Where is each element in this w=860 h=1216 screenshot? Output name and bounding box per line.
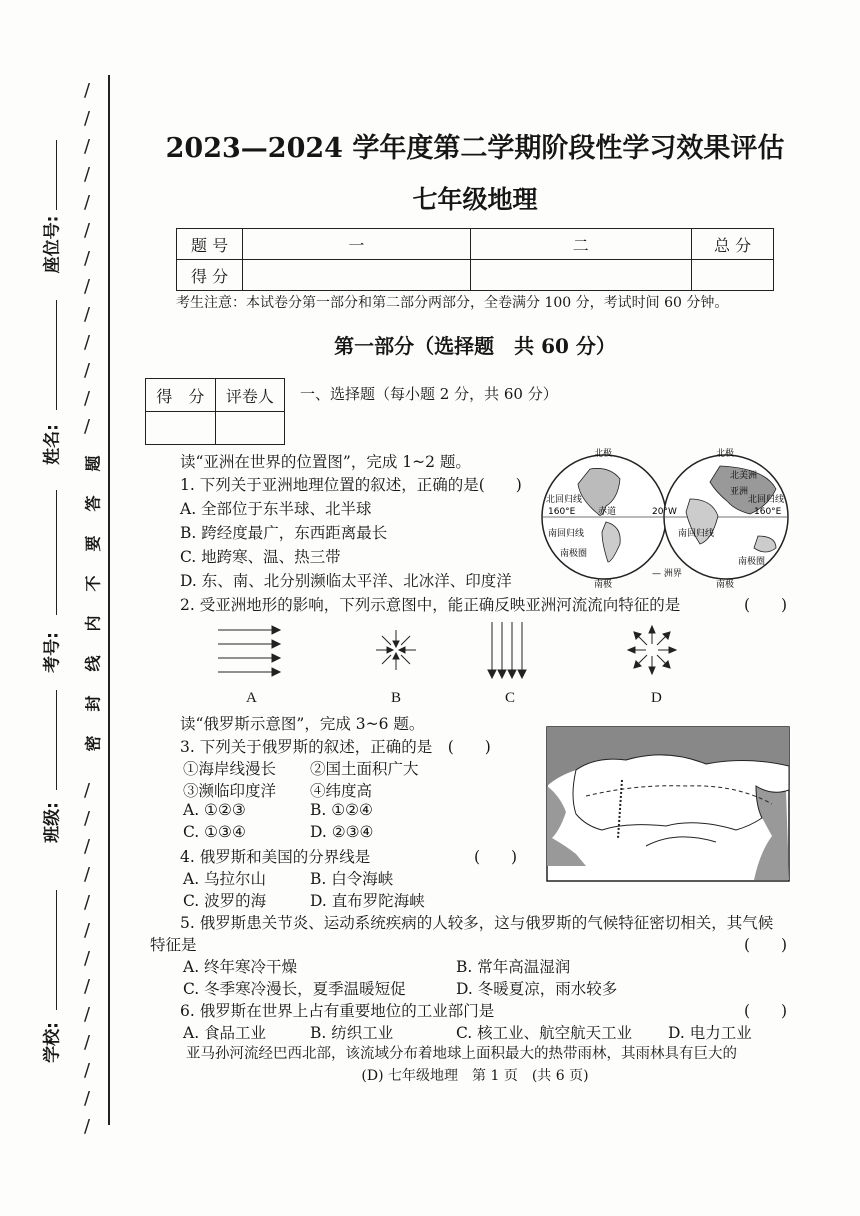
diagram-label: D — [651, 690, 662, 706]
russia-territory — [573, 755, 789, 830]
slash-mark: / — [84, 220, 91, 241]
score-table-header: 总 分 — [692, 229, 774, 260]
grader-score-header: 得 分 — [146, 379, 216, 412]
answer-paren: ( ) — [744, 1002, 788, 1020]
question-4-stem: 4. 俄罗斯和美国的分界线是 — [180, 848, 371, 866]
map-label: 赤道 — [598, 507, 617, 517]
slash-mark: / — [84, 332, 91, 353]
question-option: C. 核工业、航空航天工业 — [456, 1024, 633, 1042]
slash-mark: / — [84, 780, 91, 801]
diagram-b-converging — [376, 630, 416, 670]
section-title: 一、选择题（每小题 2 分，共 60 分） — [300, 385, 558, 403]
school-label: 学校: — [42, 1022, 63, 1063]
seal-char: 要 — [83, 535, 103, 552]
seal-line — [108, 75, 110, 1125]
class-label: 班级: — [42, 802, 63, 843]
diagram-d-radiating — [628, 626, 676, 674]
seat-label: 座位号: — [42, 215, 63, 274]
map-label: 北极 — [716, 449, 735, 459]
page-footer: (D) 七年级地理 第 1 页 (共 6 页) — [361, 1068, 589, 1084]
question-option: B. 纺织工业 — [310, 1024, 394, 1042]
question-option: A. 乌拉尔山 — [183, 870, 267, 888]
slash-mark: / — [84, 1060, 91, 1081]
map-label: 160°E — [754, 507, 782, 517]
slash-mark: / — [84, 864, 91, 885]
seal-char: 内 — [83, 615, 103, 632]
question-intro: 读“亚洲在世界的位置图”，完成 1~2 题。 — [180, 453, 471, 471]
slash-mark: / — [84, 808, 91, 829]
map-label: 南回归线 — [678, 529, 715, 539]
exam-no-line — [56, 490, 57, 615]
slash-mark: / — [84, 276, 91, 297]
slash-mark: / — [84, 1004, 91, 1025]
diagram-label: B — [391, 690, 402, 706]
slash-mark: / — [84, 1116, 91, 1137]
slash-mark: / — [84, 1032, 91, 1053]
slash-mark: / — [84, 836, 91, 857]
map-label: 南极圈 — [738, 557, 766, 567]
map-label: 南回归线 — [548, 529, 585, 539]
grader-table — [145, 378, 285, 445]
slash-mark: / — [84, 136, 91, 157]
question-option: C. ①③④ — [183, 823, 246, 841]
score-table — [176, 228, 774, 291]
question-option: D. 电力工业 — [668, 1024, 752, 1042]
slash-mark: / — [84, 248, 91, 269]
question-2-stem: 2. 受亚洲地形的影响，下列示意图中，能正确反映亚洲河流流向特征的是 — [180, 596, 681, 614]
part-title: 第一部分（选择题 共 60 分） — [334, 334, 616, 358]
page-subtitle: 七年级地理 — [412, 185, 538, 214]
school-line — [56, 890, 57, 1010]
answer-paren: ( ) — [744, 936, 788, 954]
map-label: 北回归线 — [546, 495, 583, 505]
question-item: ①海岸线漫长 — [183, 760, 277, 778]
exam-notice: 考生注意：本试卷分第一部分和第二部分两部分，全卷满分 100 分，考试时间 60 分钟。 — [176, 295, 729, 311]
exam-no-label: 考号: — [42, 632, 63, 673]
score-table-header: 题 号 — [177, 229, 243, 260]
question-option: A. 终年寒冷干燥 — [183, 958, 298, 976]
grader-name-cell[interactable] — [215, 412, 284, 445]
class-line — [56, 690, 57, 790]
name-label: 姓名: — [42, 424, 63, 465]
question-option: D. ②③④ — [310, 823, 374, 841]
question-5-stem: 5. 俄罗斯患关节炎、运动系统疾病的人较多，这与俄罗斯的气候特征密切相关，其气候 — [180, 914, 774, 932]
question-option: C. 冬季寒冷漫长，夏季温暖短促 — [183, 980, 406, 998]
diagram-c-southward — [488, 622, 526, 678]
question-option: D. 冬暖夏凉，雨水较多 — [456, 980, 618, 998]
slash-mark: / — [84, 304, 91, 325]
slash-mark: / — [84, 388, 91, 409]
grader-name-header: 评卷人 — [215, 379, 284, 412]
diagram-label: C — [505, 690, 516, 706]
diagram-label: A — [246, 690, 257, 706]
slash-mark: / — [84, 920, 91, 941]
binding-strip — [0, 0, 120, 1216]
diagram-a-arrows — [218, 626, 280, 676]
question-option: B. 常年高温湿润 — [456, 958, 571, 976]
question-5-stem-cont: 特征是 — [150, 936, 197, 954]
seal-char: 题 — [83, 455, 103, 472]
map-label: 南极圈 — [560, 549, 588, 559]
question-option: B. 白令海峡 — [310, 870, 394, 888]
seal-char: 不 — [83, 575, 103, 592]
map-label: 160°E — [548, 507, 576, 517]
score-cell[interactable] — [470, 260, 692, 291]
question-6-stem: 6. 俄罗斯在世界上占有重要地位的工业部门是 — [180, 1002, 495, 1020]
question-option: D. 直布罗陀海峡 — [310, 892, 425, 910]
grader-score-cell[interactable] — [146, 412, 216, 445]
score-table-row-label: 得 分 — [177, 260, 243, 291]
question-item: ③濒临印度洋 — [183, 782, 277, 800]
asia-position-map — [540, 444, 790, 590]
question-intro: 读“俄罗斯示意图”，完成 3~6 题。 — [180, 715, 425, 733]
name-line — [56, 300, 57, 410]
slash-mark: / — [84, 192, 91, 213]
slash-mark: / — [84, 164, 91, 185]
slash-mark: / — [84, 108, 91, 129]
map-label: 南极 — [594, 580, 613, 590]
map-legend: — 洲界 — [652, 569, 682, 579]
seal-char: 线 — [83, 655, 103, 672]
question-1-stem: 1. 下列关于亚洲地理位置的叙述，正确的是( ) — [180, 476, 522, 494]
slash-mark: / — [84, 892, 91, 913]
question-option: A. 食品工业 — [183, 1024, 267, 1042]
map-label: 南极 — [716, 580, 735, 590]
score-cell[interactable] — [692, 260, 774, 291]
question-option: B. ①②④ — [310, 801, 373, 819]
answer-paren: ( ) — [744, 596, 788, 614]
seal-char: 封 — [83, 695, 103, 712]
passage-text: 亚马孙河流经巴西北部，该流域分布着地球上面积最大的热带雨林，其雨林具有巨大的 — [186, 1046, 737, 1062]
river-flow-diagrams — [200, 620, 700, 686]
question-option: A. 全部位于东半球、北半球 — [180, 500, 372, 518]
slash-mark: / — [84, 948, 91, 969]
question-option: D. 东、南、北分别濒临太平洋、北冰洋、印度洋 — [180, 572, 512, 590]
question-option: B. 跨经度最广，东西距离最长 — [180, 524, 388, 542]
score-table-header: 二 — [470, 229, 692, 260]
question-item: ④纬度高 — [310, 782, 373, 800]
seal-char: 密 — [83, 735, 103, 752]
slash-mark: / — [84, 360, 91, 381]
answer-paren: ( ) — [474, 848, 518, 866]
map-label: 20°W — [652, 507, 677, 517]
seat-line — [56, 140, 57, 210]
score-cell[interactable] — [243, 260, 470, 291]
page-title: 2023—2024 学年度第二学期阶段性学习效果评估 — [165, 133, 785, 164]
map-label: 北极 — [594, 449, 613, 459]
map-label: 北回归线 — [748, 495, 785, 505]
map-label: 亚洲 — [730, 487, 749, 497]
russia-map — [546, 726, 790, 882]
slash-mark: / — [84, 80, 91, 101]
slash-mark: / — [84, 976, 91, 997]
question-3-stem: 3. 下列关于俄罗斯的叙述，正确的是 ( ) — [180, 738, 491, 756]
slash-mark: / — [84, 1088, 91, 1109]
score-table-header: 一 — [243, 229, 470, 260]
seal-char: 答 — [83, 495, 103, 512]
map-label: 北美洲 — [730, 471, 758, 481]
question-option: C. 地跨寒、温、热三带 — [180, 548, 341, 566]
slash-mark: / — [84, 416, 91, 437]
question-option: A. ①②③ — [183, 801, 246, 819]
question-option: C. 波罗的海 — [183, 892, 267, 910]
question-item: ②国土面积广大 — [310, 760, 419, 778]
